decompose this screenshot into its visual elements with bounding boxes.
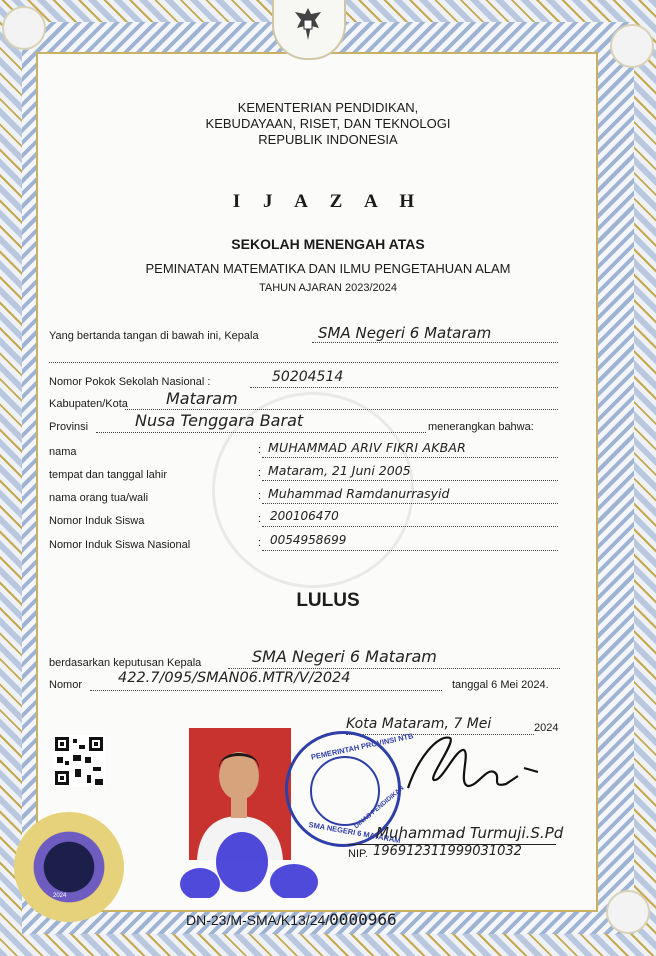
stamp-bottom-text: SMA NEGERI 6 MATARAM (307, 819, 402, 846)
document-title: I J A Z A H (232, 191, 424, 212)
decree-date: tanggal 6 Mei 2024. (452, 679, 549, 691)
signer-nip: 196912311999031032 (373, 844, 522, 859)
nisn-colon: : (258, 537, 262, 549)
decision-label: berdasarkan keputusan Kepala (49, 657, 202, 669)
name-dotted-line (262, 457, 558, 458)
garuda-icon (291, 6, 325, 44)
nisn-value: 0054958699 (270, 533, 347, 547)
hologram-seal (14, 812, 124, 922)
academic-year: TAHUN AJARAN 2023/2024 (259, 282, 397, 294)
nis-label: Nomor Induk Siswa (49, 515, 145, 527)
corner-ornament-top-right (610, 24, 654, 68)
decision-dotted-line (228, 668, 560, 669)
stamp-side-text: DINAS PENDIDIKAN (353, 784, 406, 831)
birth-label: tempat dan tanggal lahir (49, 469, 168, 481)
number-label: Nomor (49, 679, 83, 691)
npsn-label: Nomor Pokok Sekolah Nasional : (49, 376, 211, 388)
blank-dotted-line (49, 362, 558, 363)
nisn-dotted-line (262, 550, 558, 551)
decision-value: SMA Negeri 6 Mataram (252, 647, 437, 666)
birth-colon: : (258, 467, 262, 479)
nisn-label: Nomor Induk Siswa Nasional (49, 539, 191, 551)
school-level: SEKOLAH MENENGAH ATAS (231, 236, 425, 252)
city-value: Mataram (166, 389, 238, 408)
parent-dotted-line (262, 503, 558, 504)
corner-ornament-bottom-right (606, 890, 650, 934)
serial-prefix: DN-23/M-SMA/K13/24/ (186, 912, 330, 928)
corner-ornament-top-left (2, 6, 46, 50)
signature-place-date: Kota Mataram, 7 Mei (346, 716, 492, 732)
serial-number (186, 910, 397, 929)
province-dotted-line (96, 432, 426, 433)
signer-name: Muhammad Turmuji.S.Pd (376, 824, 564, 842)
name-label: nama (49, 446, 77, 458)
city-label: Kabupaten/Kota (49, 398, 128, 410)
hologram-year: 2024 (53, 893, 67, 899)
npsn-value: 50204514 (272, 369, 344, 385)
nis-value: 200106470 (270, 509, 339, 523)
parent-colon: : (258, 490, 262, 502)
decree-number: 422.7/095/SMAN06.MTR/V/2024 (118, 670, 351, 686)
npsn-dotted-line (250, 387, 558, 388)
intro-value: SMA Negeri 6 Mataram (318, 324, 492, 342)
province-label: Provinsi (49, 421, 89, 433)
ministry-line-3: REPUBLIK INDONESIA (258, 132, 398, 147)
nis-dotted-line (262, 526, 558, 527)
province-value: Nusa Tenggara Barat (135, 411, 304, 430)
signature-year: 2024 (534, 722, 559, 734)
nis-colon: : (258, 513, 262, 525)
name-colon: : (258, 444, 262, 456)
handwritten-signature (398, 728, 558, 800)
parent-value: Muhammad Ramdanurrasyid (268, 486, 450, 501)
name-value: MUHAMMAD ARIV FIKRI AKBAR (268, 440, 467, 455)
result-status: LULUS (296, 590, 360, 611)
serial-digits: 0000966 (329, 910, 397, 929)
signer-nip-prefix: NIP. (348, 848, 368, 860)
birth-value: Mataram, 21 Juni 2005 (268, 463, 411, 478)
ministry-line-2: KEBUDAYAAN, RISET, DAN TEKNOLOGI (205, 116, 451, 131)
city-dotted-line (125, 409, 558, 410)
stamp-top-text: PEMERINTAH PROVINSI NTB (310, 731, 415, 762)
program-name: PEMINATAN MATEMATIKA DAN ILMU PENGETAHUAN ALAM (145, 261, 511, 276)
number-dotted-line (90, 690, 442, 691)
intro-dotted-line (312, 342, 558, 343)
declares-label: menerangkan bahwa: (428, 421, 534, 433)
parent-label: nama orang tua/wali (49, 492, 149, 504)
intro-label: Yang bertanda tangan di bawah ini, Kepala (49, 330, 259, 342)
birth-dotted-line (262, 480, 558, 481)
qr-code (53, 735, 105, 787)
ministry-line-1: KEMENTERIAN PENDIDIKAN, (237, 100, 419, 115)
